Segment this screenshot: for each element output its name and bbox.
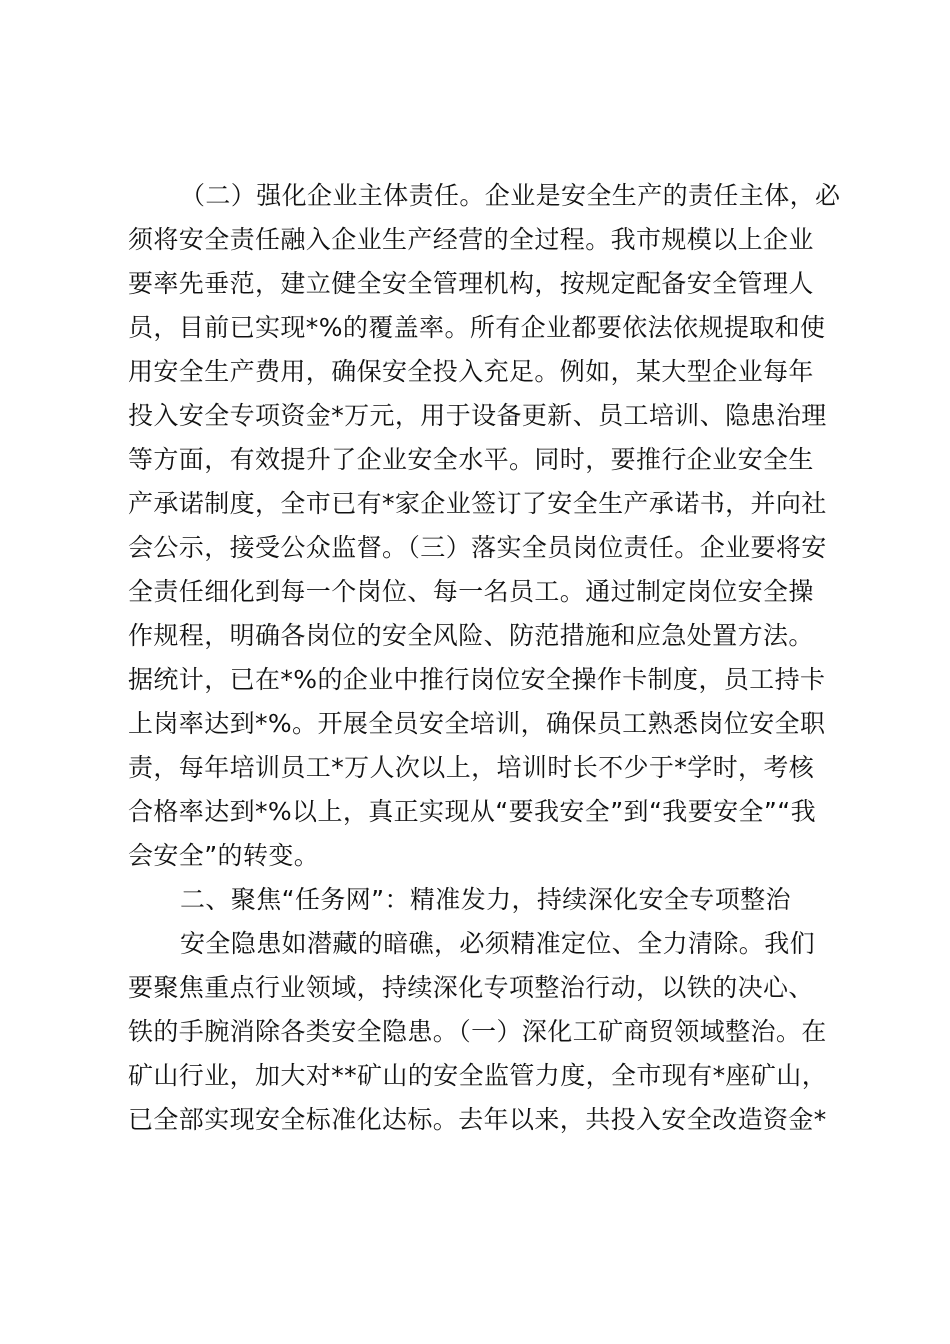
paragraph-line: 责，每年培训员工*万人次以上，培训时长不少于*学时，考核 <box>128 753 815 782</box>
paragraph-line: 铁的手腕消除各类安全隐患。（一）深化工矿商贸领域整治。在 <box>128 1017 827 1046</box>
section-heading: 二、聚焦“任务网”：精准发力，持续深化安全专项整治 <box>180 885 791 914</box>
paragraph-line: 已全部实现安全标准化达标。去年以来，共投入安全改造资金* <box>128 1105 827 1134</box>
paragraph-line: （二）强化企业主体责任。企业是安全生产的责任主体，必 <box>180 181 841 210</box>
paragraph-line: 等方面，有效提升了企业安全水平。同时，要推行企业安全生 <box>128 445 814 474</box>
paragraph-line: 会公示，接受公众监督。（三）落实全员岗位责任。企业要将安 <box>128 533 827 562</box>
paragraph-line: 要率先垂范，建立健全安全管理机构，按规定配备安全管理人 <box>128 269 814 298</box>
paragraph-line: 须将安全责任融入企业生产经营的全过程。我市规模以上企业 <box>128 225 814 254</box>
document-body <box>128 174 841 1142</box>
paragraph-line: 员，目前已实现*%的覆盖率。所有企业都要依法依规提取和使 <box>128 313 826 342</box>
paragraph-line: 全责任细化到每一个岗位、每一名员工。通过制定岗位安全操 <box>128 577 814 606</box>
paragraph-line: 投入安全专项资金*万元，用于设备更新、员工培训、隐患治理 <box>128 401 827 430</box>
paragraph-line: 要聚焦重点行业领域，持续深化专项整治行动，以铁的决心、 <box>128 973 814 1002</box>
paragraph-line: 合格率达到*%以上，真正实现从“要我安全”到“我要安全”“我 <box>128 797 817 826</box>
paragraph-line: 上岗率达到*%。开展全员安全培训，确保员工熟悉岗位安全职 <box>128 709 826 738</box>
paragraph-line: 用安全生产费用，确保安全投入充足。例如，某大型企业每年 <box>128 357 814 386</box>
paragraph-line: 安全隐患如潜藏的暗礁，必须精准定位、全力清除。我们 <box>180 929 816 958</box>
paragraph-line: 矿山行业，加大对**矿山的安全监管力度，全市现有*座矿山， <box>128 1061 828 1090</box>
paragraph-line: 会安全”的转变。 <box>128 841 320 870</box>
paragraph-line: 产承诺制度，全市已有*家企业签订了安全生产承诺书，并向社 <box>128 489 827 518</box>
paragraph-line: 作规程，明确各岗位的安全风险、防范措施和应急处置方法。 <box>128 621 814 650</box>
paragraph-line: 据统计，已在*%的企业中推行岗位安全操作卡制度，员工持卡 <box>128 665 826 694</box>
